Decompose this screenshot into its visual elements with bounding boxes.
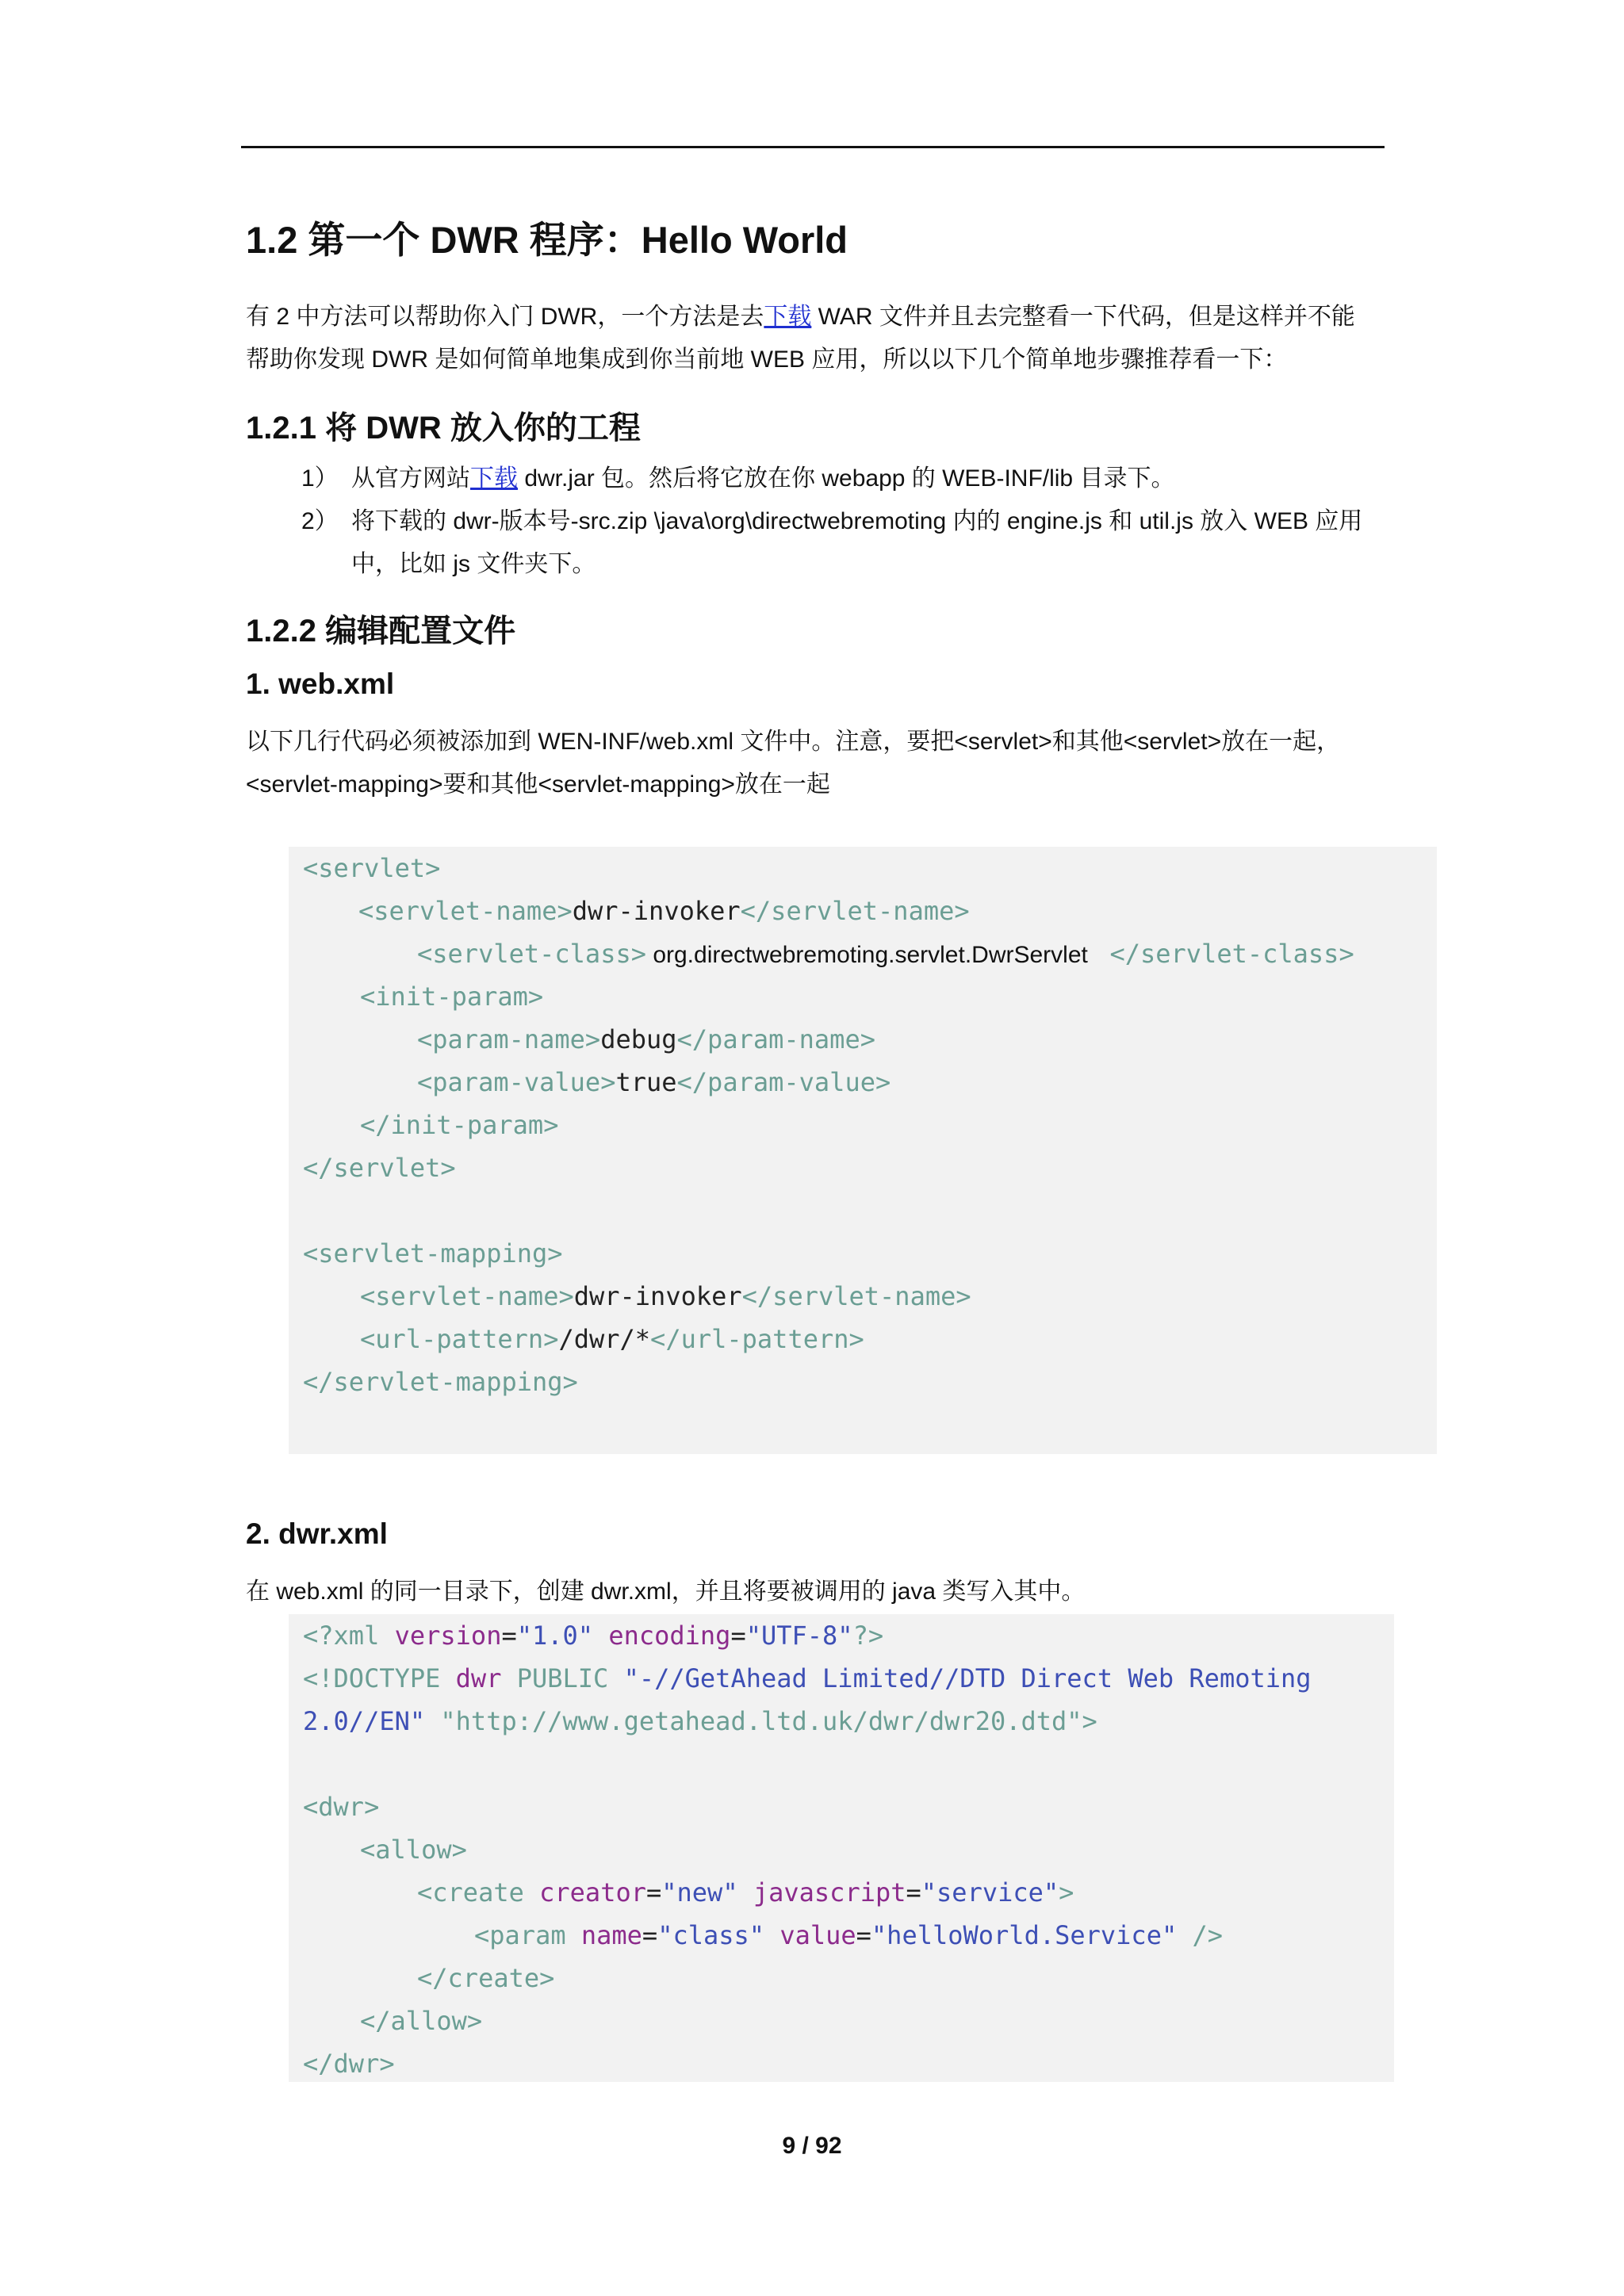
section-heading: 1.2 第一个 DWR 程序：Hello World <box>246 219 848 261</box>
code-line: 2.0//EN" "http://www.getahead.ltd.uk/dwr/dwr20.dtd"> <box>303 1706 1097 1736</box>
dwrxml-desc: 在 web.xml 的同一目录下，创建 dwr.xml，并且将要被调用的 java 类写入其中。 <box>246 1578 1086 1605</box>
code-line: <?xml version="1.0" encoding="UTF-8"?> <box>303 1621 884 1651</box>
subsection-heading-1-2-1: 1.2.1 将 DWR 放入你的工程 <box>246 411 641 446</box>
webxml-heading: 1. web.xml <box>246 668 395 700</box>
code-line: </servlet> <box>303 1153 456 1183</box>
webxml-desc-line-1: 以下几行代码必须被添加到 WEN-INF/web.xml 文件中。注意，要把<servlet>和其他<servlet>放在一起， <box>246 729 1341 755</box>
step-2-text: 将下载的 dwr-版本号-src.zip \java\org\directwebremoting 内的 engine.js 和 util.js 放入 WEB 应用 <box>351 508 1363 534</box>
code-line: </create> <box>417 1963 555 1993</box>
step-1-rest: dwr.jar 包。然后将它放在你 webapp 的 WEB-INF/lib 目录下。 <box>518 465 1175 492</box>
code-line: </allow> <box>360 2006 483 2036</box>
webxml-desc-line-2: <servlet-mapping>要和其他<servlet-mapping>放在一起 <box>246 771 830 798</box>
download-war-link[interactable]: 下载 <box>764 304 812 330</box>
code-line: </servlet-mapping> <box>303 1367 578 1397</box>
code-line: <servlet-class> org.directwebremoting.servlet.DwrServlet </servlet-class> <box>417 939 1354 969</box>
webxml-code-block <box>289 847 1437 1454</box>
code-line: <servlet-mapping> <box>303 1238 563 1269</box>
code-line: <create creator="new" javascript="service"> <box>417 1877 1074 1908</box>
step-2-number: 2） <box>301 508 339 534</box>
subsection-heading-1-2-2: 1.2.2 编辑配置文件 <box>246 614 516 649</box>
code-line: <init-param> <box>360 982 544 1012</box>
page-number: 9 / 92 <box>782 2133 842 2159</box>
code-line: <param-name>debug</param-name> <box>417 1024 875 1054</box>
step-1-text <box>351 463 1174 495</box>
code-line: <param-value>true</param-value> <box>417 1067 891 1097</box>
code-line: <dwr> <box>303 1792 380 1822</box>
dwrxml-code-block <box>289 1614 1394 2082</box>
code-line: </dwr> <box>303 2049 395 2079</box>
code-line: <servlet-name>dwr-invoker</servlet-name> <box>358 896 970 926</box>
intro-text-2: WAR 文件并且去完整看一下代码，但是这样并不能 <box>811 304 1355 330</box>
code-line: <!DOCTYPE dwr PUBLIC "-//GetAhead Limited//DTD Direct Web Remoting <box>303 1663 1312 1693</box>
code-line: <allow> <box>360 1835 467 1865</box>
dwrxml-heading: 2. dwr.xml <box>246 1517 388 1550</box>
code-line: <url-pattern>/dwr/*</url-pattern> <box>360 1324 864 1354</box>
intro-line-1 <box>246 301 1355 333</box>
code-line: <param name="class" value="helloWorld.Service" /> <box>474 1920 1224 1950</box>
code-line: <servlet> <box>303 853 441 883</box>
code-line: <servlet-name>dwr-invoker</servlet-name> <box>360 1281 971 1311</box>
intro-text: 有 2 中方法可以帮助你入门 DWR，一个方法是去 <box>246 304 764 330</box>
header-rule <box>241 146 1385 148</box>
download-jar-link[interactable]: 下载 <box>470 465 518 492</box>
step-2-continuation: 中，比如 js 文件夹下。 <box>351 551 596 577</box>
step-1-lead: 从官方网站 <box>351 465 470 492</box>
step-1-number: 1） <box>301 465 339 492</box>
intro-line-2: 帮助你发现 DWR 是如何简单地集成到你当前地 WEB 应用，所以以下几个简单地步骤推荐看一下： <box>246 346 1288 373</box>
code-line: </init-param> <box>360 1110 559 1140</box>
